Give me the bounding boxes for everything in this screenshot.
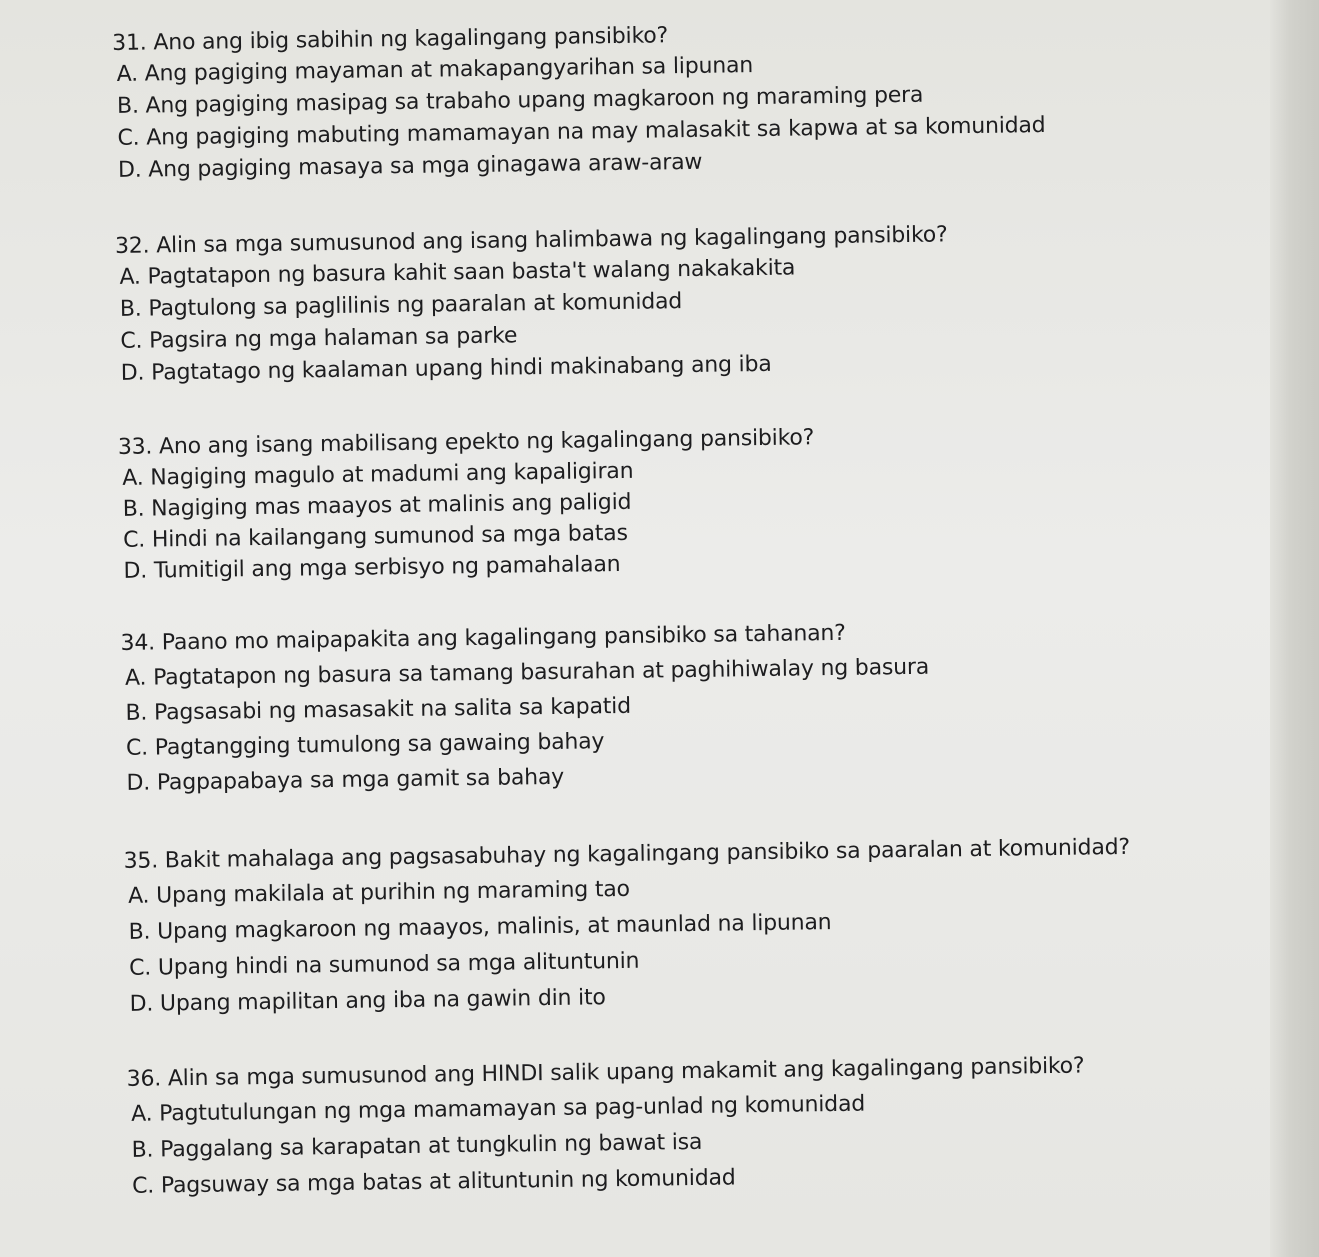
choice-c: C. Pagsira ng mga halaman sa parke bbox=[120, 323, 518, 354]
question-32 bbox=[115, 216, 1157, 390]
quiz-page bbox=[112, 13, 1168, 1204]
choice-c: C. Pagtangging tumulong sa gawaing bahay bbox=[125, 729, 605, 761]
choice-c: C. Pagsuway sa mga batas at alituntunin ng komunidad bbox=[132, 1165, 736, 1199]
choice-b: B. Upang magkaroon ng maayos, malinis, at maunlad na lipunan bbox=[128, 910, 832, 945]
question-33 bbox=[118, 417, 1160, 587]
question-stem: 34. Paano mo maipapakita ang kagalingang pansibiko sa tahanan? bbox=[120, 620, 846, 656]
question-stem: 36. Alin sa mga sumusunod ang HINDI salik upang makamit ang kagalingang pansibiko? bbox=[126, 1053, 1085, 1092]
choice-d: D. Pagpapabaya sa mga gamit sa bahay bbox=[126, 764, 565, 796]
choice-c: C. Ang pagiging mabuting mamamayan na may malasakit sa kapwa at sa komunidad bbox=[117, 112, 1046, 151]
choice-a: A. Ang pagiging mayaman at makapangyarihan sa lipunan bbox=[116, 53, 754, 87]
choice-d: D. Ang pagiging masaya sa mga ginagawa araw-araw bbox=[117, 149, 703, 183]
choice-c: C. Hindi na kailangang sumunod sa mga batas bbox=[122, 520, 628, 553]
choice-a: A. Pagtatapon ng basura sa tamang basurahan at paghihiwalay ng basura bbox=[124, 654, 930, 691]
question-stem: 33. Ano ang isang mabilisang epekto ng kagalingang pansibiko? bbox=[117, 425, 815, 460]
choice-d: D. Tumitigil ang mga serbisyo ng pamahalaan bbox=[123, 551, 621, 584]
choice-a: A. Pagtutulungan ng mga mamamayan sa pag-unlad ng komunidad bbox=[130, 1091, 866, 1127]
page-edge-shadow bbox=[1270, 0, 1319, 1257]
choice-a: A. Nagiging magulo at madumi ang kapaligiran bbox=[122, 458, 634, 491]
choice-d: D. Pagtatago ng kaalaman upang hindi makinabang ang iba bbox=[120, 351, 772, 386]
question-31 bbox=[112, 13, 1154, 187]
question-35 bbox=[123, 830, 1165, 1023]
choice-a: A. Upang makilala at purihin ng maraming tao bbox=[127, 876, 631, 909]
choice-a: A. Pagtatapon ng basura kahit saan basta't walang nakakakita bbox=[119, 255, 796, 290]
choice-b: B. Ang pagiging masipag sa trabaho upang magkaroon ng maraming pera bbox=[116, 82, 924, 119]
choice-b: B. Nagiging mas maayos at malinis ang paligid bbox=[122, 489, 632, 522]
question-34 bbox=[120, 612, 1162, 801]
choice-b: B. Paggalang sa karapatan at tungkulin ng bawat isa bbox=[131, 1129, 703, 1163]
question-36 bbox=[126, 1048, 1168, 1205]
choice-b: B. Pagsasabi ng masasakit na salita sa kapatid bbox=[125, 693, 632, 726]
question-stem: 35. Bakit mahalaga ang pagsasabuhay ng kagalingang pansibiko sa paaralan at komunidad? bbox=[123, 834, 1131, 874]
choice-b: B. Pagtulong sa paglilinis ng paaralan at komunidad bbox=[119, 289, 683, 322]
choice-d: D. Upang mapilitan ang iba na gawin din ito bbox=[129, 985, 606, 1017]
question-stem: 32. Alin sa mga sumusunod ang isang halimbawa ng kagalingang pansibiko? bbox=[114, 222, 948, 259]
question-stem: 31. Ano ang ibig sabihin ng kagalingang pansibiko? bbox=[112, 23, 669, 56]
choice-c: C. Upang hindi na sumunod sa mga alituntunin bbox=[128, 948, 640, 981]
